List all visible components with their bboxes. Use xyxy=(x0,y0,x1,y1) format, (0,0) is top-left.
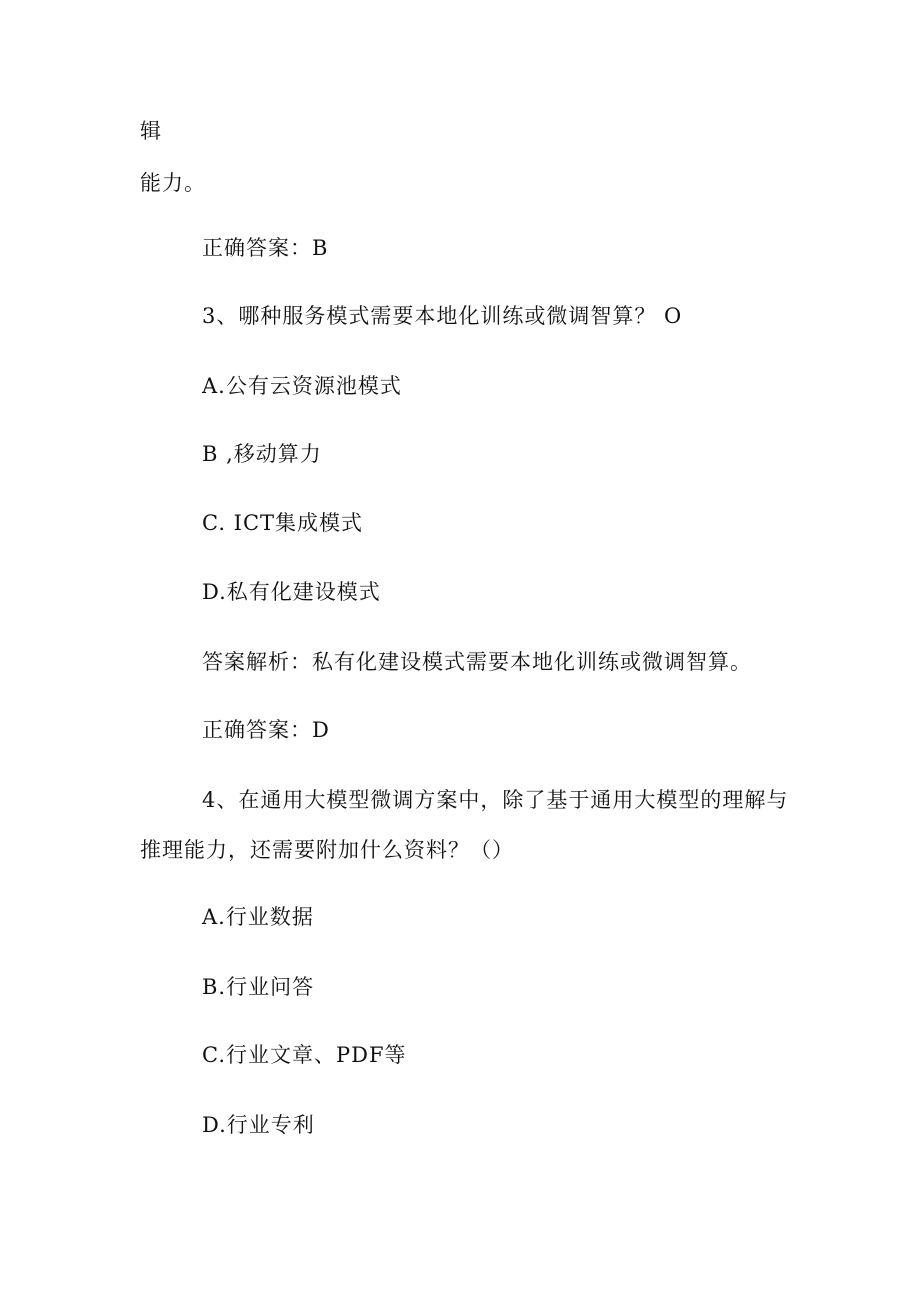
question-3-stem: 3、哪种服务模式需要本地化训练或微调智算？ O xyxy=(202,304,683,328)
question-4-option-b: B.行业问答 xyxy=(202,975,315,999)
question-3-analysis: 答案解析：私有化建设模式需要本地化训练或微调智算。 xyxy=(202,650,752,674)
text-fragment: 辑 xyxy=(140,119,162,143)
question-4-stem-line-1: 4、在通用大模型微调方案中，除了基于通用大模型的理解与 xyxy=(202,788,789,812)
question-4-option-a: A.行业数据 xyxy=(202,905,314,929)
question-3-option-d: D.私有化建设模式 xyxy=(202,580,381,604)
question-4-stem-line-2: 推理能力，还需要附加什么资料？（） xyxy=(140,838,514,862)
question-4-option-c: C.行业文章、PDF等 xyxy=(202,1043,407,1067)
correct-answer-q2: 正确答案：B xyxy=(202,236,329,260)
correct-answer-q3: 正确答案：D xyxy=(202,718,330,742)
question-4-option-d: D.行业专利 xyxy=(202,1113,315,1137)
question-3-option-b: B ,移动算力 xyxy=(202,442,322,466)
question-3-option-c: C. ICT集成模式 xyxy=(202,511,364,535)
text-fragment-end: 能力。 xyxy=(140,171,206,195)
question-3-option-a: A.公有云资源池模式 xyxy=(202,374,402,398)
